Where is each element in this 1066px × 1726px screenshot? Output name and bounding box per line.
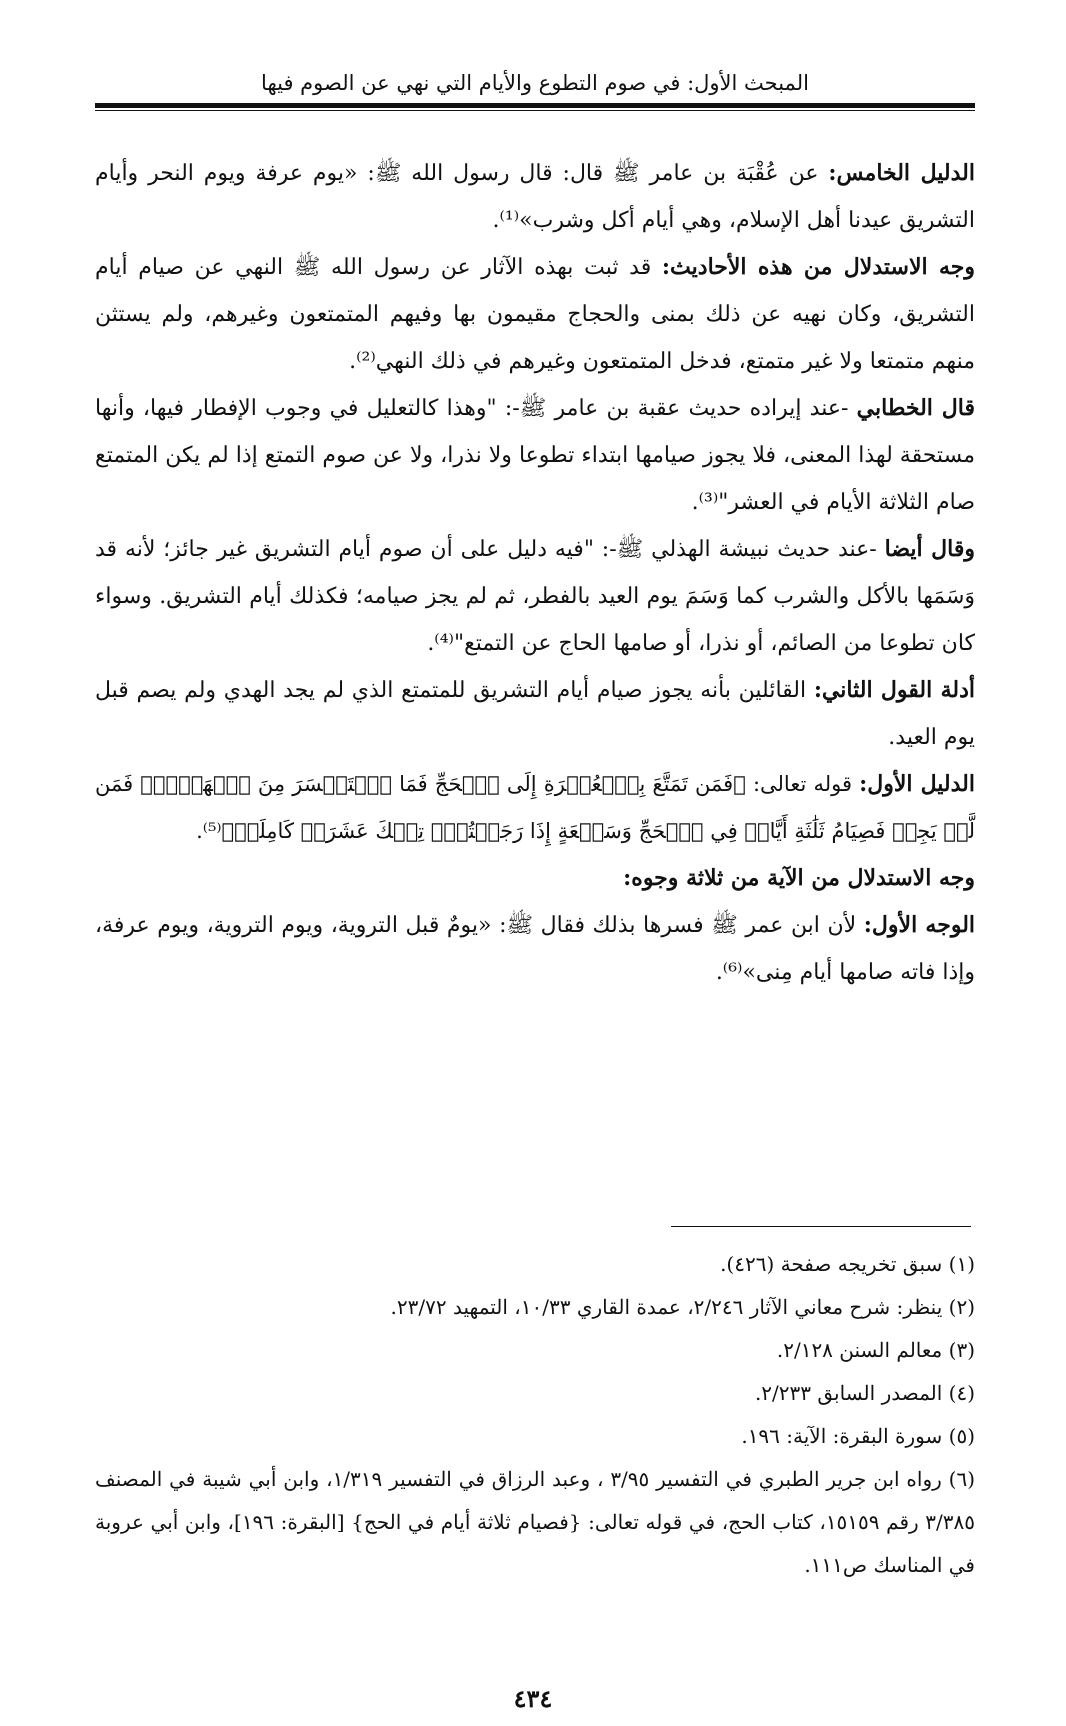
paragraph-lead: الدليل الأول: [859, 771, 975, 797]
paragraph [95, 385, 975, 526]
paragraph-lead: الوجه الأول: [863, 912, 976, 938]
paragraph [95, 526, 975, 667]
paragraph-text: قد ثبت بهذه الآثار عن رسول الله ﷺ النهي عن صيام أيام التشريق، وكان نهيه عن ذلك بمنى والحجاج مقيمون بها وفيهم المتمتعون وغيرهم، ولم يستثن منهم متمتعا ولا غير متمتع، فدخل المتمتعون وغيرهم في ذلك النهي⁽²⁾. [95, 255, 975, 374]
paragraph-lead: وجه الاستدلال من هذه الأحاديث: [661, 254, 975, 280]
paragraph-text: القائلين بأنه يجوز صيام أيام التشريق للمتمتع الذي لم يجد الهدي ولم يصم قبل يوم العيد. [95, 678, 975, 750]
paragraph-lead: أدلة القول الثاني: [813, 677, 975, 703]
main-text [95, 150, 975, 996]
paragraph-text: عن عُقْبَة بن عامر ﷺ قال: قال رسول الله ﷺ: «يوم عرفة ويوم النحر وأيام التشريق عيدنا أهل الإسلام، وهي أيام أكل وشرب»⁽¹⁾. [95, 161, 975, 233]
paragraph [95, 855, 975, 902]
header-rule [95, 103, 975, 108]
paragraph-text: -عند حديث نبيشة الهذلي ﷺ-: "فيه دليل على أن صوم أيام التشريق غير جائز؛ لأنه قد وَسَمَها بالأكل والشرب كما وَسَمَ يوم العيد بالفطر، ثم لم يجز صيامه؛ فكذلك أيام التشريق. وسواء كان تطوعا من الصائم، أو نذرا، أو صامها الحاج عن التمتع"⁽⁴⁾. [95, 537, 975, 656]
paragraph [95, 244, 975, 385]
footnote: (٦) رواه ابن جرير الطبري في التفسير ٣/٩٥ ، وعبد الرزاق في التفسير ١/٣١٩، وابن أبي شيبة في المصنف ٣/٣٨٥ رقم ١٥١٥٩، كتاب الحج، في قوله تعالى: {فصيام ثلاثة أيام في الحج} [البقرة: ١٩٦]، وابن أبي عروبة في المناسك ص١١١. [95, 1467, 976, 1577]
running-header: المبحث الأول: في صوم التطوع والأيام التي نهي عن الصوم فيها [261, 71, 809, 95]
quran-verse: قوله تعالى: ﴿فَمَن تَمَتَّعَ بِٱلۡعُمۡرَةِ إِلَى ٱلۡحَجِّ فَمَا ٱسۡتَيۡسَرَ مِنَ ٱلۡهَدۡيِۚ فَمَن لَّمۡ يَجِدۡ فَصِيَامُ ثَلَٰثَةِ أَيَّامٖ فِي ٱلۡحَجِّ وَسَبۡعَةٍ إِذَا رَجَعۡتُمۡۗ تِلۡكَ عَشَرَةٞ كَامِلَةٞ﴾⁽⁵⁾. [95, 772, 975, 843]
paragraph-lead: الدليل الخامس: [828, 160, 975, 186]
paragraph-lead: قال الخطابي [856, 395, 976, 421]
footnote: (٤) المصدر السابق ٢/٢٣٣. [754, 1381, 975, 1405]
footnote-separator [671, 1226, 971, 1227]
footnote: (٣) معالم السنن ٢/١٢٨. [776, 1338, 975, 1362]
paragraph-lead: وقال أيضا [884, 536, 975, 562]
paragraph [95, 150, 975, 244]
footnotes [95, 1243, 975, 1587]
paragraph-text: لأن ابن عمر ﷺ فسرها بذلك فقال ﷺ: «يومٌ قبل التروية، ويوم التروية، ويوم عرفة، وإذا فاته صامها أيام مِنى»⁽⁶⁾. [95, 913, 975, 985]
paragraph [95, 667, 975, 761]
paragraph [95, 902, 975, 996]
footnote: (٢) ينظر: شرح معاني الآثار ٢/٢٤٦، عمدة القاري ١٠/٣٣، التمهيد ٢٣/٧٢. [390, 1295, 975, 1319]
section-heading: وجه الاستدلال من الآية من ثلاثة وجوه: [623, 865, 975, 891]
paragraph [95, 761, 975, 855]
header-rule-thin [95, 110, 975, 111]
footnote: (١) سبق تخريجه صفحة (٤٢٦). [720, 1252, 975, 1276]
paragraph-text: -عند إيراده حديث عقبة بن عامر ﷺ-: "وهذا كالتعليل في وجوب الإفطار فيها، وأنها مستحقة لهذا المعنى، فلا يجوز صيامها ابتداء تطوعا ولا نذرا، ولا عن صوم التمتع إذا لم يكن المتمتع صام الثلاثة الأيام في العشر"⁽³⁾. [95, 396, 975, 515]
page-number: ٤٣٤ [513, 1684, 553, 1713]
footnote: (٥) سورة البقرة: الآية: ١٩٦. [741, 1424, 975, 1448]
